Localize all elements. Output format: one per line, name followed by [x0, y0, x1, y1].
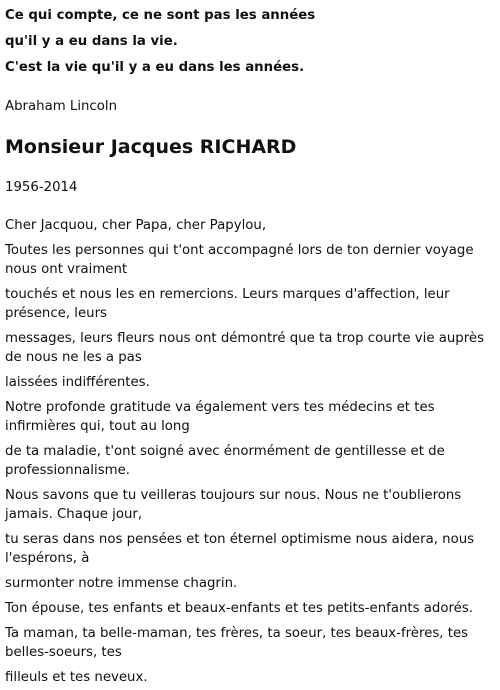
- message-paragraph: tu seras dans nos pensées et ton éternel optimisme nous aidera, nous l'espérons, à: [5, 532, 475, 566]
- message-paragraph: Notre profonde gratitude va également vers tes médecins et tes infirmières qui, tout au long: [5, 400, 435, 434]
- quote-line: C'est la vie qu'il y a eu dans les années.: [5, 60, 305, 75]
- quote-author: Abraham Lincoln: [5, 99, 118, 114]
- message-paragraph: de ta maladie, t'ont soigné avec énormément de gentillesse et de professionnalisme.: [5, 444, 445, 478]
- message-paragraph: Cher Jacquou, cher Papa, cher Papylou,: [5, 218, 267, 233]
- message-paragraph: touchés et nous les en remercions. Leurs marques d'affection, leur présence, leurs: [5, 287, 450, 321]
- message-paragraph: messages, leurs fleurs nous ont démontré que ta trop courte vie auprès de nous ne les a pas: [5, 331, 485, 365]
- quote-line: qu'il y a eu dans la vie.: [5, 34, 178, 49]
- quote-block: [5, 0, 500, 81]
- life-years: 1956-2014: [5, 180, 78, 195]
- message-paragraph: Nous savons que tu veilleras toujours sur nous. Nous ne t'oublierons jamais. Chaque jour,: [5, 488, 462, 522]
- message-paragraph: filleuls et tes neveux.: [5, 670, 148, 685]
- deceased-name: Monsieur Jacques RICHARD: [5, 136, 297, 158]
- message-paragraph: Ton épouse, tes enfants et beaux-enfants et tes petits-enfants adorés.: [5, 601, 474, 616]
- message-paragraph: surmonter notre immense chagrin.: [5, 576, 238, 591]
- message-paragraph: Toutes les personnes qui t'ont accompagné lors de ton dernier voyage nous ont vraiment: [5, 243, 474, 277]
- thank-you-message: [5, 216, 500, 687]
- message-paragraph: laissées indifférentes.: [5, 375, 150, 390]
- quote-line: Ce qui compte, ce ne sont pas les années: [5, 8, 316, 23]
- message-paragraph: Ta maman, ta belle-maman, tes frères, ta soeur, tes beaux-frères, tes belles-soeurs, tes: [5, 626, 469, 660]
